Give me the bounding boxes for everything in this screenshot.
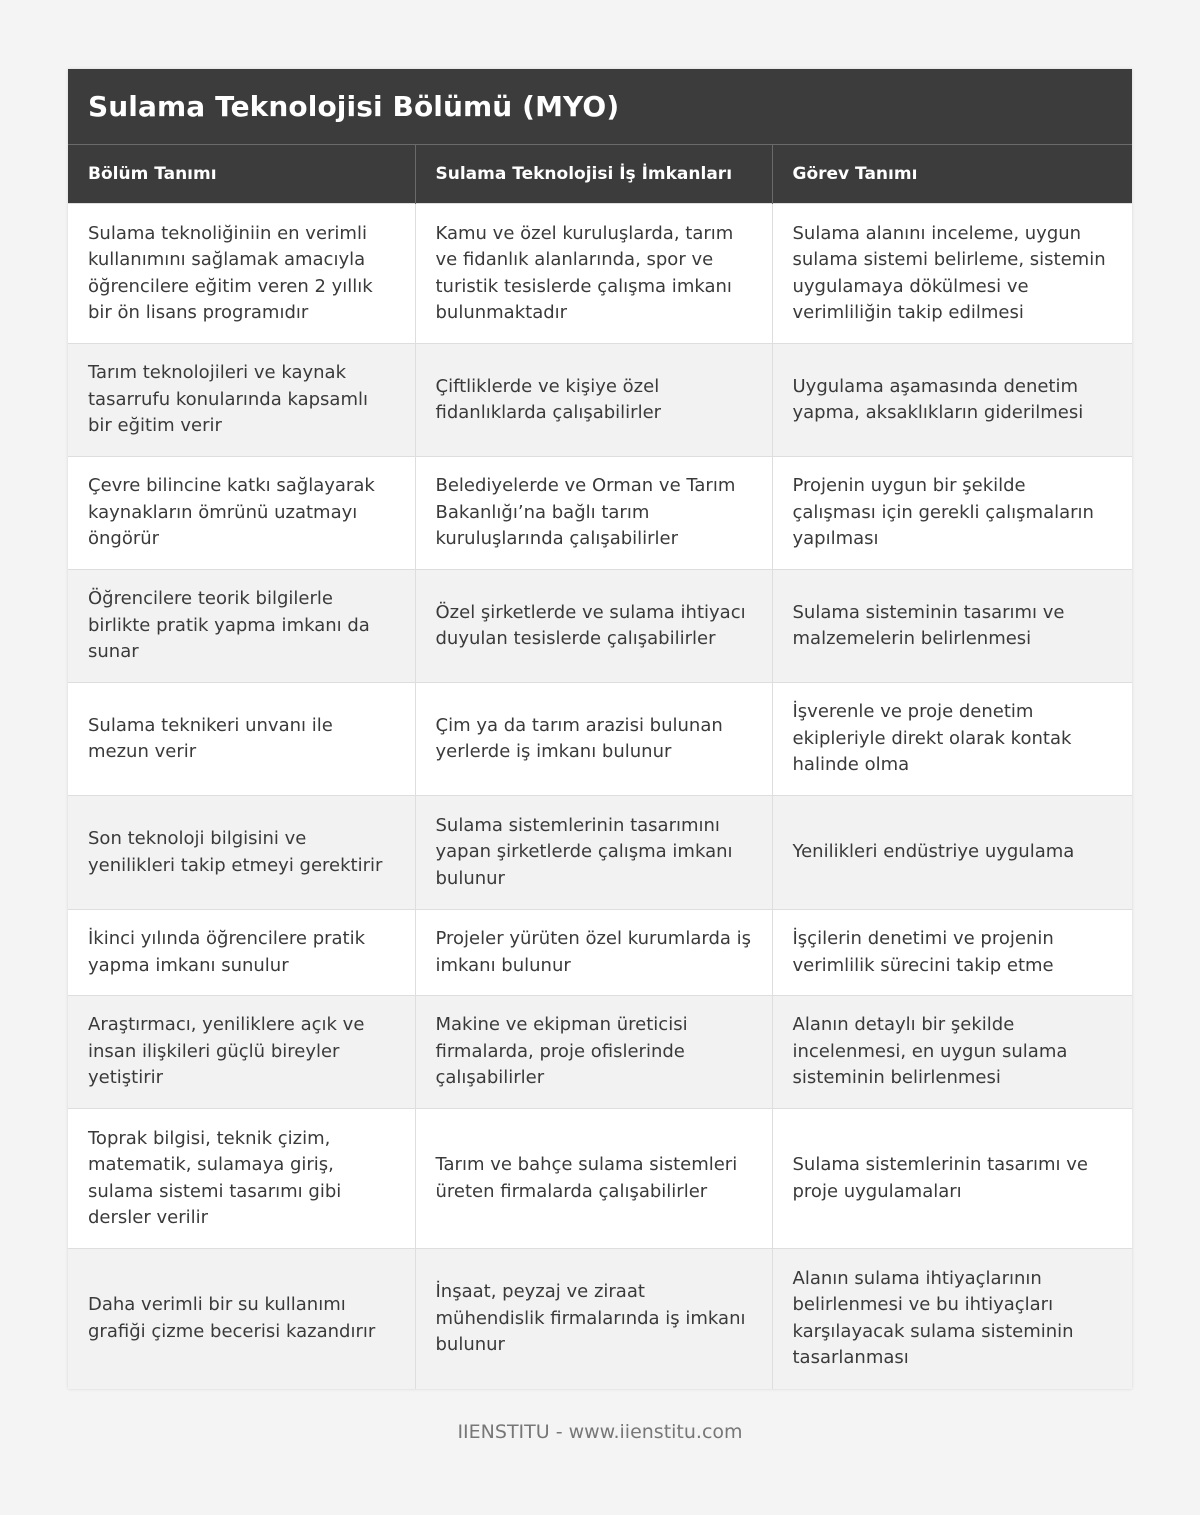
- table-cell: İşverenle ve proje denetim ekipleriyle direkt olarak kontak halinde olma: [772, 683, 1132, 796]
- table-cell: Sulama teknikeri unvanı ile mezun verir: [68, 683, 415, 796]
- data-table: [68, 144, 1132, 1389]
- column-header: Görev Tanımı: [772, 145, 1132, 204]
- table-cell: Belediyelerde ve Orman ve Tarım Bakanlığı’na bağlı tarım kuruluşlarında çalışabilirler: [415, 457, 772, 570]
- table-cell: Tarım teknolojileri ve kaynak tasarrufu konularında kapsamlı bir eğitim verir: [68, 344, 415, 457]
- table-cell: Sulama sisteminin tasarımı ve malzemelerin belirlenmesi: [772, 570, 1132, 683]
- column-header: Sulama Teknolojisi İş İmkanları: [415, 145, 772, 204]
- footer-credit: IIENSTITU - www.iienstitu.com: [457, 1421, 743, 1443]
- column-header: Bölüm Tanımı: [68, 145, 415, 204]
- table-cell: İkinci yılında öğrencilere pratik yapma imkanı sunulur: [68, 910, 415, 996]
- table-row: [68, 1109, 1132, 1249]
- table-cell: Sulama sistemlerinin tasarımını yapan şirketlerde çalışma imkanı bulunur: [415, 796, 772, 910]
- table-cell: Uygulama aşamasında denetim yapma, aksaklıkların giderilmesi: [772, 344, 1132, 457]
- table-row: [68, 910, 1132, 996]
- table-cell: Araştırmacı, yeniliklere açık ve insan ilişkileri güçlü bireyler yetiştirir: [68, 996, 415, 1109]
- table-cell: Öğrencilere teorik bilgilerle birlikte pratik yapma imkanı da sunar: [68, 570, 415, 683]
- table-cell: Alanın sulama ihtiyaçlarının belirlenmesi ve bu ihtiyaçları karşılayacak sulama sisteminin tasarlanması: [772, 1249, 1132, 1389]
- table-cell: Projenin uygun bir şekilde çalışması için gerekli çalışmaların yapılması: [772, 457, 1132, 570]
- table-cell: Sulama teknoliğiniin en verimli kullanımını sağlamak amacıyla öğrencilere eğitim veren 2 yıllık bir ön lisans programıdır: [68, 204, 415, 344]
- table-cell: Son teknoloji bilgisini ve yenilikleri takip etmeyi gerektirir: [68, 796, 415, 910]
- table-row: [68, 570, 1132, 683]
- table-row: [68, 344, 1132, 457]
- table-cell: İşçilerin denetimi ve projenin verimlilik sürecini takip etme: [772, 910, 1132, 996]
- table-row: [68, 204, 1132, 344]
- table-body: [68, 204, 1132, 1389]
- table-cell: Yenilikleri endüstriye uygulama: [772, 796, 1132, 910]
- table-cell: Alanın detaylı bir şekilde incelenmesi, en uygun sulama sisteminin belirlenmesi: [772, 996, 1132, 1109]
- table-cell: Projeler yürüten özel kurumlarda iş imkanı bulunur: [415, 910, 772, 996]
- table-cell: Sulama alanını inceleme, uygun sulama sistemi belirleme, sistemin uygulamaya dökülmesi ve verimliliğin takip edilmesi: [772, 204, 1132, 344]
- table-row: [68, 457, 1132, 570]
- table-cell: Çim ya da tarım arazisi bulunan yerlerde iş imkanı bulunur: [415, 683, 772, 796]
- table-cell: İnşaat, peyzaj ve ziraat mühendislik firmalarında iş imkanı bulunur: [415, 1249, 772, 1389]
- table-cell: Daha verimli bir su kullanımı grafiği çizme becerisi kazandırır: [68, 1249, 415, 1389]
- table-cell: Tarım ve bahçe sulama sistemleri üreten firmalarda çalışabilirler: [415, 1109, 772, 1249]
- table-row: [68, 1249, 1132, 1389]
- table-cell: Sulama sistemlerinin tasarımı ve proje uygulamaları: [772, 1109, 1132, 1249]
- table-row: [68, 996, 1132, 1109]
- table-cell: Özel şirketlerde ve sulama ihtiyacı duyulan tesislerde çalışabilirler: [415, 570, 772, 683]
- page-title: Sulama Teknolojisi Bölümü (MYO): [68, 69, 1132, 144]
- table-card: [68, 69, 1132, 1389]
- table-cell: Toprak bilgisi, teknik çizim, matematik, sulamaya giriş, sulama sistemi tasarımı gibi dersler verilir: [68, 1109, 415, 1249]
- table-cell: Çevre bilincine katkı sağlayarak kaynakların ömrünü uzatmayı öngörür: [68, 457, 415, 570]
- table-row: [68, 683, 1132, 796]
- table-cell: Kamu ve özel kuruluşlarda, tarım ve fidanlık alanlarında, spor ve turistik tesislerde çalışma imkanı bulunmaktadır: [415, 204, 772, 344]
- table-cell: Makine ve ekipman üreticisi firmalarda, proje ofislerinde çalışabilirler: [415, 996, 772, 1109]
- header-row: [68, 145, 1132, 204]
- table-cell: Çiftliklerde ve kişiye özel fidanlıklarda çalışabilirler: [415, 344, 772, 457]
- table-row: [68, 796, 1132, 910]
